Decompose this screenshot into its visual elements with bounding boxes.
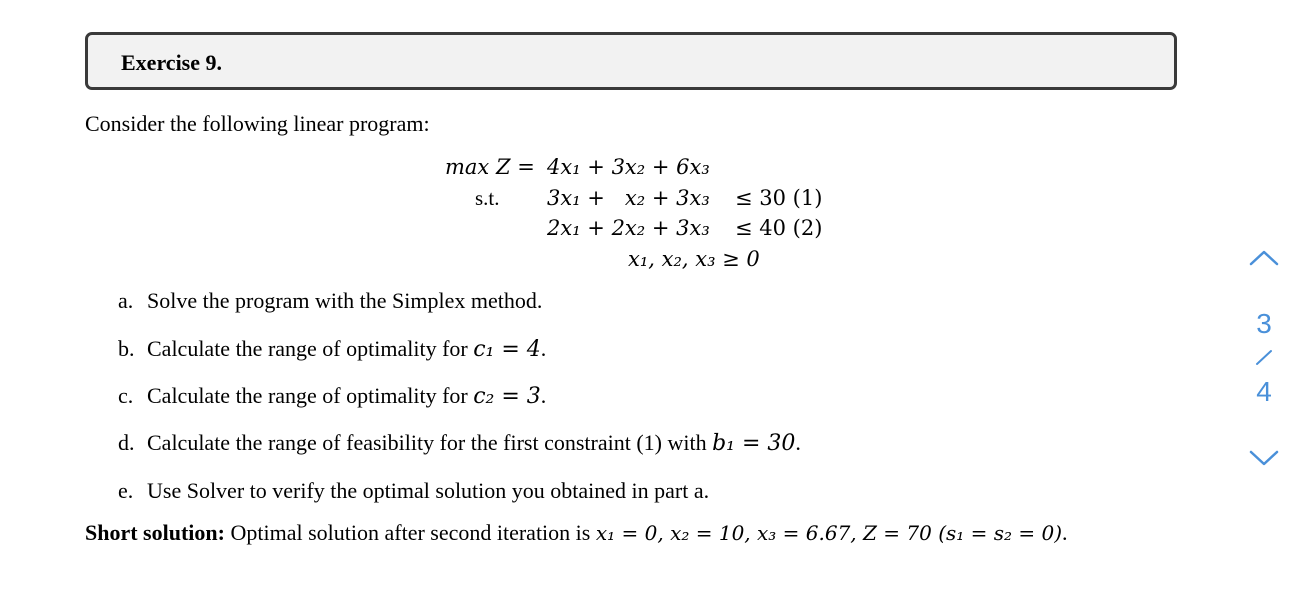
task-tail: . [540, 383, 547, 408]
task-a [118, 286, 542, 316]
task-c [118, 381, 546, 412]
task-math: c₁ = 4 [473, 337, 541, 362]
constraint-1-lhs: 3x₁ + x₂ + 3x₃ [547, 186, 710, 210]
task-math: c₂ = 3 [473, 384, 541, 409]
total-pages-number: 4 [1256, 376, 1272, 407]
task-text: Calculate the range of feasibility for the first constraint (1) with [147, 430, 713, 455]
task-math: b₁ = 30 [712, 431, 796, 456]
task-label: c. [118, 383, 134, 408]
task-label: e. [118, 478, 134, 503]
subject-to-label: s.t. [475, 186, 500, 210]
task-text: Solve the program with the Simplex method. [147, 288, 543, 313]
chevron-down-icon [1240, 444, 1288, 472]
task-tail: . [540, 336, 547, 361]
task-e [118, 476, 709, 506]
constraint-2-lhs: 2x₁ + 2x₂ + 3x₃ [547, 216, 710, 240]
constraint-2-rhs: ≤ 40 (2) [735, 216, 823, 240]
task-text: Calculate the range of optimality for [147, 336, 474, 361]
exercise-title: Exercise 9. [121, 50, 223, 75]
short-solution [85, 518, 1068, 548]
page-down-button[interactable] [1240, 444, 1288, 472]
task-text: Use Solver to verify the optimal solution you obtained in part a. [147, 478, 710, 503]
solution-math: x₁ = 0, x₂ = 10, x₃ = 6.67, Z = 70 (s₁ = s₂ = 0) [595, 521, 1063, 545]
page-up-button[interactable] [1240, 242, 1288, 270]
task-label: d. [118, 430, 135, 455]
objective-rhs: 4x₁ + 3x₂ + 6x₃ [547, 155, 710, 179]
current-page-number: 3 [1256, 308, 1272, 339]
page-separator-slash [1240, 342, 1288, 372]
objective-lhs: max Z = [445, 155, 535, 179]
page-navigator [1240, 242, 1288, 472]
constraint-1-rhs: ≤ 30 (1) [735, 186, 823, 210]
task-text: Calculate the range of optimality for [147, 383, 474, 408]
task-d [118, 428, 801, 459]
solution-tail: . [1062, 520, 1068, 545]
solution-text: Optimal solution after second iteration is [224, 520, 596, 545]
task-label: b. [118, 336, 135, 361]
task-label: a. [118, 288, 134, 313]
task-b [118, 334, 546, 365]
nonnegativity-constraint: x₁, x₂, x₃ ≥ 0 [628, 247, 760, 271]
intro-text: Consider the following linear program: [85, 111, 430, 136]
chevron-up-icon [1240, 242, 1288, 270]
task-tail: . [795, 430, 801, 455]
solution-label: Short solution: [85, 520, 225, 545]
exercise-header [85, 32, 1177, 90]
